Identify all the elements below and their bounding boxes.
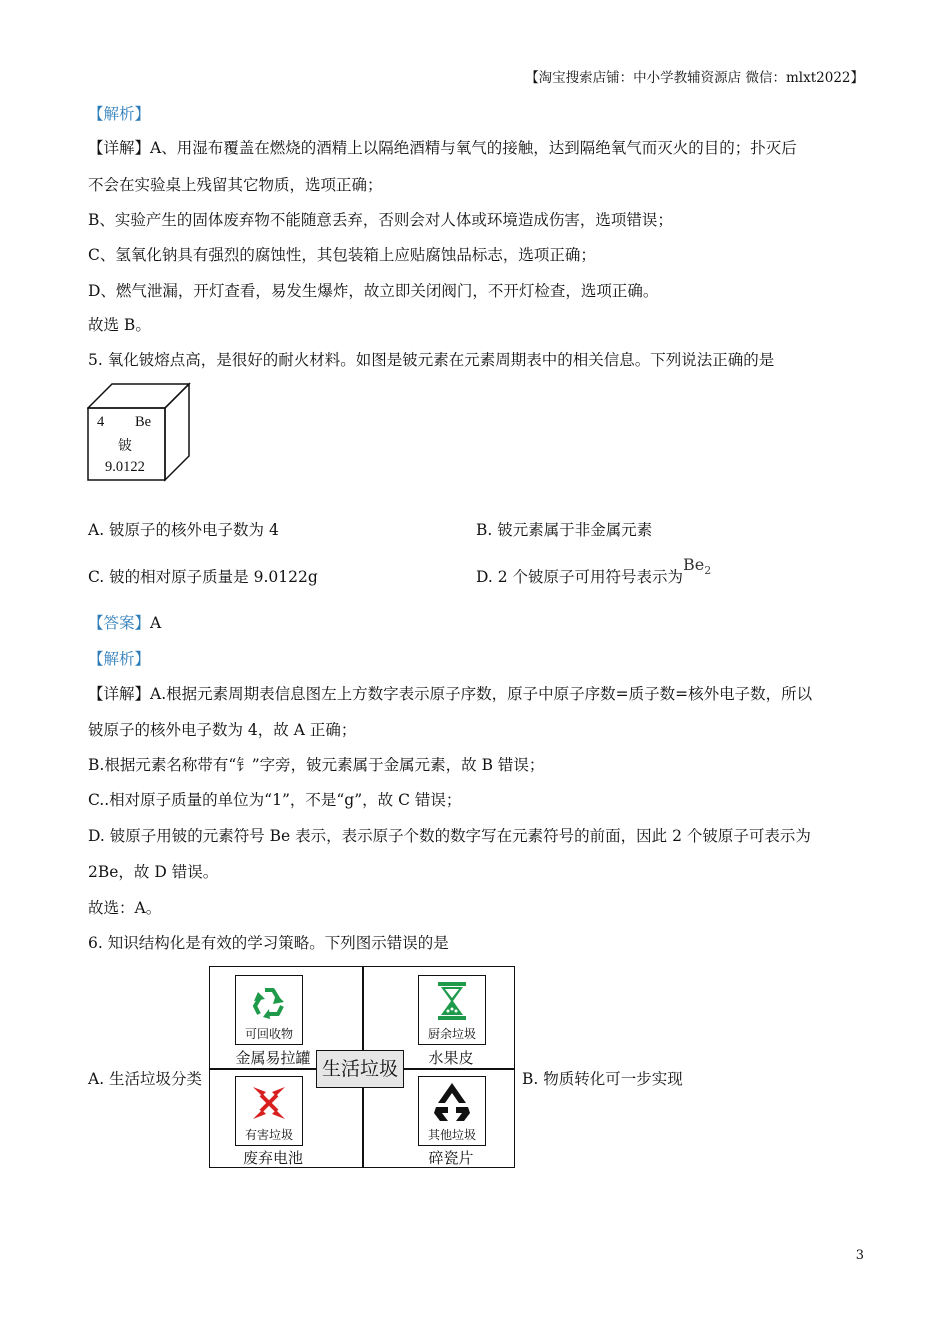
q5-option-a: A. 铍原子的核外电子数为 4: [88, 521, 279, 539]
other-waste-sign: [418, 1076, 486, 1146]
q4-line-d: D、燃气泄漏，开灯查看，易发生爆炸，故立即关闭阀门，不开灯检查，选项正确。: [88, 282, 659, 300]
recycle-icon: [249, 982, 289, 1022]
q6-option-b: B. 物质转化可一步实现: [522, 1070, 683, 1088]
q5-conclusion: 故选：A。: [88, 899, 162, 917]
q4-line-c: C、氢氧化钠具有强烈的腐蚀性，其包装箱上应贴腐蚀品标志，选项正确；: [88, 246, 596, 264]
kitchen-waste-example: 水果皮: [428, 1049, 474, 1067]
hazardous-caption: 有害垃圾: [244, 1128, 293, 1142]
q5-option-c: C. 铍的相对原子质量是 9.0122g: [88, 568, 318, 586]
q5-detail-d2: 2Be，故 D 错误。: [88, 863, 219, 881]
hazardous-icon: [249, 1083, 289, 1123]
hazardous-sign: [235, 1076, 303, 1146]
kitchen-waste-caption: 厨余垃圾: [427, 1027, 476, 1041]
page-number: 3: [855, 1248, 864, 1263]
kitchen-waste-icon: [434, 980, 470, 1022]
center-label: 生活垃圾: [316, 1050, 404, 1088]
q5-option-d-formula: $Be_2$: [683, 555, 712, 578]
recycle-caption: 可回收物: [244, 1027, 293, 1041]
q5-detail-a1: 【详解】A.根据元素周期表信息图左上方数字表示原子序数，原子中原子序数=质子数=核外电子数，所以: [88, 685, 813, 703]
recycle-example: 金属易拉罐: [235, 1049, 311, 1067]
q5-stem: 5. 氧化铍熔点高，是很好的耐火材料。如图是铍元素在元素周期表中的相关信息。下列说法正确的是: [88, 351, 775, 369]
q4-conclusion: 故选 B。: [88, 316, 151, 334]
q5-detail-b: B.根据元素名称带有“钅”字旁，铍元素属于金属元素，故 B 错误；: [88, 756, 545, 774]
element-symbol: Be: [135, 414, 152, 430]
waste-classification-diagram: [209, 966, 515, 1168]
q4-line-b: B、实验产生的固体废弃物不能随意丢弃，否则会对人体或环境造成伤害，选项错误；: [88, 211, 673, 229]
header-note: 【淘宝搜索店铺：中小学教辅资源店 微信：mlxt2022】: [525, 70, 864, 86]
q6-stem: 6. 知识结构化是有效的学习策略。下列图示错误的是: [88, 934, 449, 952]
element-name: 铍: [118, 438, 132, 454]
q5-detail-d1: D. 铍原子用铍的元素符号 Be 表示，表示原子个数的数字写在元素符号的前面，因此 2 个铍原子可表示为: [88, 827, 811, 845]
hazardous-example: 废弃电池: [242, 1149, 303, 1167]
q5-detail-a2: 铍原子的核外电子数为 4，故 A 正确；: [88, 721, 357, 739]
q5-option-b: B. 铍元素属于非金属元素: [476, 521, 653, 539]
q4-analysis-tag: 【解析】: [88, 105, 151, 123]
element-atomic-mass: 9.0122: [105, 459, 145, 475]
element-cell-figure: [87, 382, 191, 482]
q5-answer: 【答案】A: [88, 614, 162, 632]
q5-analysis-tag: 【解析】: [88, 650, 151, 668]
element-atomic-number: 4: [97, 414, 105, 430]
q5-option-d: D. 2 个铍原子可用符号表示为$Be_2$: [476, 555, 712, 586]
q5-detail-c: C..相对原子质量的单位为“1”，不是“g”，故 C 错误；: [88, 791, 462, 809]
other-waste-caption: 其他垃圾: [427, 1128, 476, 1142]
other-waste-icon: [432, 1081, 472, 1123]
kitchen-waste-sign: [418, 975, 486, 1045]
recycle-sign: [235, 975, 303, 1045]
q4-detail-line2: 不会在实验桌上残留其它物质，选项正确；: [88, 176, 383, 194]
q6-option-a: A. 生活垃圾分类: [88, 1070, 203, 1088]
q4-detail-line1: 【详解】A、用湿布覆盖在燃烧的酒精上以隔绝酒精与氧气的接触，达到隔绝氧气而灭火的目的；扑灭后: [88, 139, 797, 157]
other-waste-example: 碎瓷片: [428, 1149, 474, 1167]
